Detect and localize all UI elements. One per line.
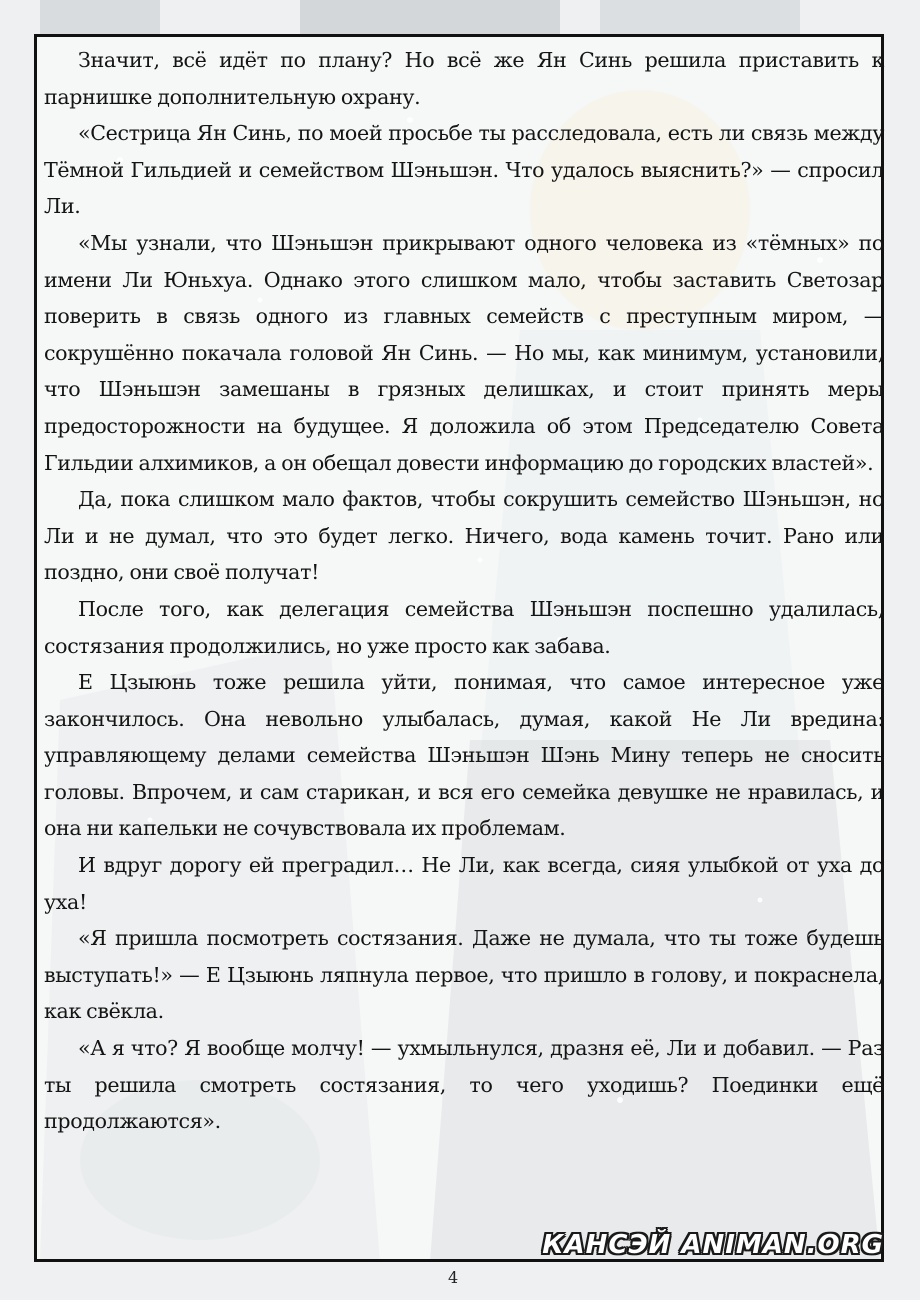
paragraph: «А я что? Я вообще молчу! — ухмыльнулся, дразня её, Ли и добавил. — Раз ты решила смотреть состязания, то чего уходишь? Поединки ещё продолжаются». — [44, 1036, 884, 1134]
paragraph: После того, как делегация семейства Шэньшэн поспешно удалилась, состязания продолжились, но уже просто как забава. — [44, 596, 884, 658]
paragraph: «Мы узнали, что Шэньшэн прикрывают одного человека из «тёмных» по имени Ли Юньхуа. Однако этого слишком мало, чтобы заставить Светозар поверить в связь одного из главных семейств с преступным миром, — сокрушённо покачала головой Ян Синь. — Но мы, как минимум, установили, что Шэньшэн замешаны в грязных делишках, и стоит принять меры предосторожности на будущее. Я доложила об этом Председателю Совета Гильдии алхимиков, а он обещал довести информацию до городских властей». — [44, 230, 884, 475]
paragraph: Да, пока слишком мало фактов, чтобы сокрушить семейство Шэньшэн, но Ли и не думал, что это будет легко. Ничего, вода камень точит. Рано или поздно, они своё получат! — [44, 487, 884, 585]
paragraph: Значит, всё идёт по плану? Но всё же Ян Синь решила приставить к парнишке дополнительную охрану. — [44, 48, 884, 109]
paragraph: Е Цзыюнь тоже решила уйти, понимая, что самое интересное уже закончилось. Она невольно улыбалась, думая, какой Не Ли вредина: управляющему делами семейства Шэньшэн Шэнь Мину теперь не сносить головы. Впрочем, и сам старикан, и вся его семейка девушке не нравилась, и она ни капельки не сочувствовала их проблемам. — [44, 670, 884, 841]
page-number: 4 — [448, 1268, 459, 1287]
story-text — [44, 42, 884, 1140]
paragraph: И вдруг дорогу ей преградил… Не Ли, как всегда, сияя улыбкой от уха до уха! — [44, 853, 884, 914]
paragraph: «Я пришла посмотреть состязания. Даже не думала, что ты тоже будешь выступать!» — Е Цзыюнь ляпнула первое, что пришло в голову, и покраснела, как свёкла. — [44, 926, 884, 1024]
paragraph: «Сестрица Ян Синь, по моей просьбе ты расследовала, есть ли связь между Тёмной Гильдией и семейством Шэньшэн. Что удалось выяснить?» — спросил Ли. — [44, 121, 884, 219]
site-watermark: КАНСЭЙ ANIMAN.ORG — [542, 1230, 884, 1260]
